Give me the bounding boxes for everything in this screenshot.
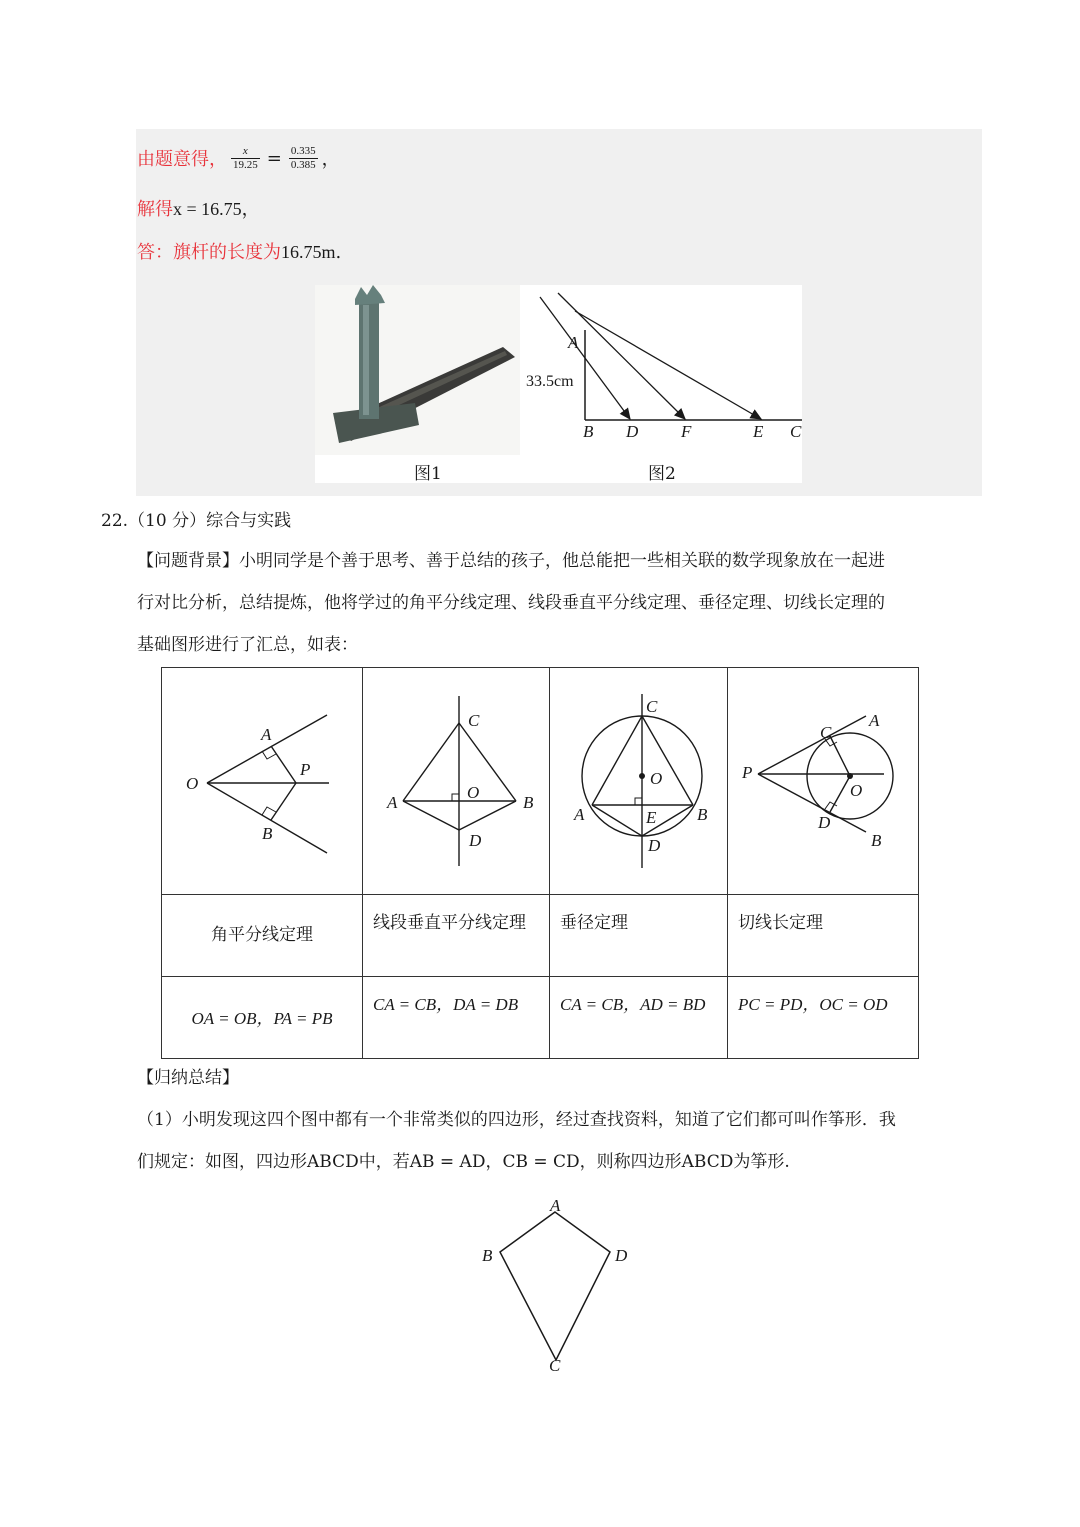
label-D: D [626, 422, 639, 441]
answer-line2-suffix: ， [241, 199, 260, 220]
label-B: B [482, 1246, 493, 1265]
label-D: D [615, 1246, 628, 1265]
table-row-names [162, 895, 919, 977]
theorem-name: 切线长定理 [738, 913, 823, 933]
theorem-table [161, 667, 919, 1059]
theorem-equation: OA = OB，PA = PB [191, 1009, 333, 1028]
label-B: B [583, 422, 594, 441]
label-E: E [646, 808, 657, 827]
answer-line-2 [137, 195, 260, 221]
table-row-figures [162, 668, 919, 895]
answer-line1-suffix: ， [321, 149, 340, 170]
theorem-name: 角平分线定理 [211, 925, 313, 945]
figure-1-photo [315, 285, 520, 455]
label-P: P [742, 763, 753, 782]
answer-line3-suffix: . [335, 242, 342, 263]
background-line-2: 行对比分析，总结提炼，他将学过的角平分线定理、线段垂直平分线定理、垂径定理、切线长定理的 [137, 593, 885, 613]
cell-eq-4 [728, 977, 919, 1059]
label-D: D [818, 813, 831, 832]
cell-eq-2 [363, 977, 550, 1059]
background-line-3: 基础图形进行了汇总，如表： [137, 635, 358, 655]
theorem-equation: CA = CB，AD = BD [560, 995, 706, 1014]
label-B: B [262, 824, 273, 843]
label-A: A [550, 1196, 561, 1215]
cell-angle-bisector-figure [162, 668, 363, 895]
label-C: C [820, 723, 832, 742]
tangent-diagram [728, 668, 918, 890]
theorem-equation: PC = PD，OC = OD [738, 995, 888, 1014]
fraction-x [231, 145, 260, 172]
answer-line2-math: x = 16.75 [173, 199, 242, 219]
theorem-name: 线段垂直平分线定理 [373, 913, 526, 933]
cell-eq-3 [550, 977, 728, 1059]
label-B: B [523, 793, 534, 812]
label-O: O [850, 781, 863, 800]
cell-eq-1 [162, 977, 363, 1059]
table-row-equations [162, 977, 919, 1059]
kite-shape [500, 1212, 610, 1360]
cell-name-4 [728, 895, 919, 977]
cell-name-2 [363, 895, 550, 977]
fraction-ratio [289, 145, 318, 172]
summary-title: 【归纳总结】 [137, 1068, 239, 1088]
label-A: A [387, 793, 398, 812]
label-C: C [549, 1356, 561, 1375]
chord-diagram [550, 668, 727, 890]
label-E: E [753, 422, 764, 441]
label-A: A [568, 333, 579, 352]
answer-line1-prefix: 由题意得， [137, 149, 227, 170]
label-D: D [648, 836, 661, 855]
angle-bisector-diagram [162, 668, 362, 890]
answer-line-3 [137, 238, 341, 264]
question-header: 22.（10 分）综合与实践 [101, 511, 292, 531]
theorem-equation: CA = CB，DA = DB [373, 995, 519, 1014]
equals-sign: = [266, 147, 282, 169]
fig1-caption: 图1 [414, 464, 442, 484]
background-line-1: 【问题背景】小明同学是个善于思考、善于总结的孩子，他总能把一些相关联的数学现象放在一起进 [137, 551, 885, 571]
label-B: B [871, 831, 882, 850]
perp-bisector-diagram [363, 668, 549, 890]
height-label: 33.5cm [526, 373, 574, 390]
label-C: C [646, 697, 658, 716]
label-A: A [261, 725, 272, 744]
cell-name-1 [162, 895, 363, 977]
frac2-numerator: 0.335 [290, 144, 316, 157]
kite-diagram [470, 1190, 650, 1380]
theorem-name: 垂径定理 [560, 913, 628, 933]
label-D: D [469, 831, 482, 850]
answer-line3-value: 16.75m [281, 242, 336, 262]
label-P: P [300, 760, 311, 779]
cell-chord-figure [550, 668, 728, 895]
label-C: C [790, 422, 802, 441]
frac1-denominator: 19.25 [233, 158, 258, 171]
cell-perp-bisector-figure [363, 668, 550, 895]
label-C: C [468, 711, 480, 730]
label-B: B [697, 805, 708, 824]
part1-line-2: 们规定：如图，四边形ABCD中，若AB = AD，CB = CD，则称四边形ABCD为筝形. [137, 1152, 790, 1172]
label-A: A [574, 805, 585, 824]
cell-name-3 [550, 895, 728, 977]
label-O: O [650, 769, 663, 788]
frac2-denominator: 0.385 [290, 158, 316, 171]
label-A: A [869, 711, 880, 730]
label-O: O [467, 783, 480, 802]
label-O: O [186, 774, 199, 793]
answer-line-1 [137, 140, 340, 176]
answer-line3-prefix: 答：旗杆的长度为 [137, 242, 281, 263]
fig2-caption: 图2 [648, 464, 676, 484]
figure-2-diagram [515, 285, 805, 455]
answer-line2-prefix: 解得 [137, 199, 173, 220]
cell-tangent-figure [728, 668, 919, 895]
frac1-numerator: x [231, 145, 260, 159]
part1-line-1: （1）小明发现这四个图中都有一个非常类似的四边形，经过查找资料，知道了它们都可叫作筝形．我 [137, 1110, 896, 1130]
label-F: F [681, 422, 692, 441]
